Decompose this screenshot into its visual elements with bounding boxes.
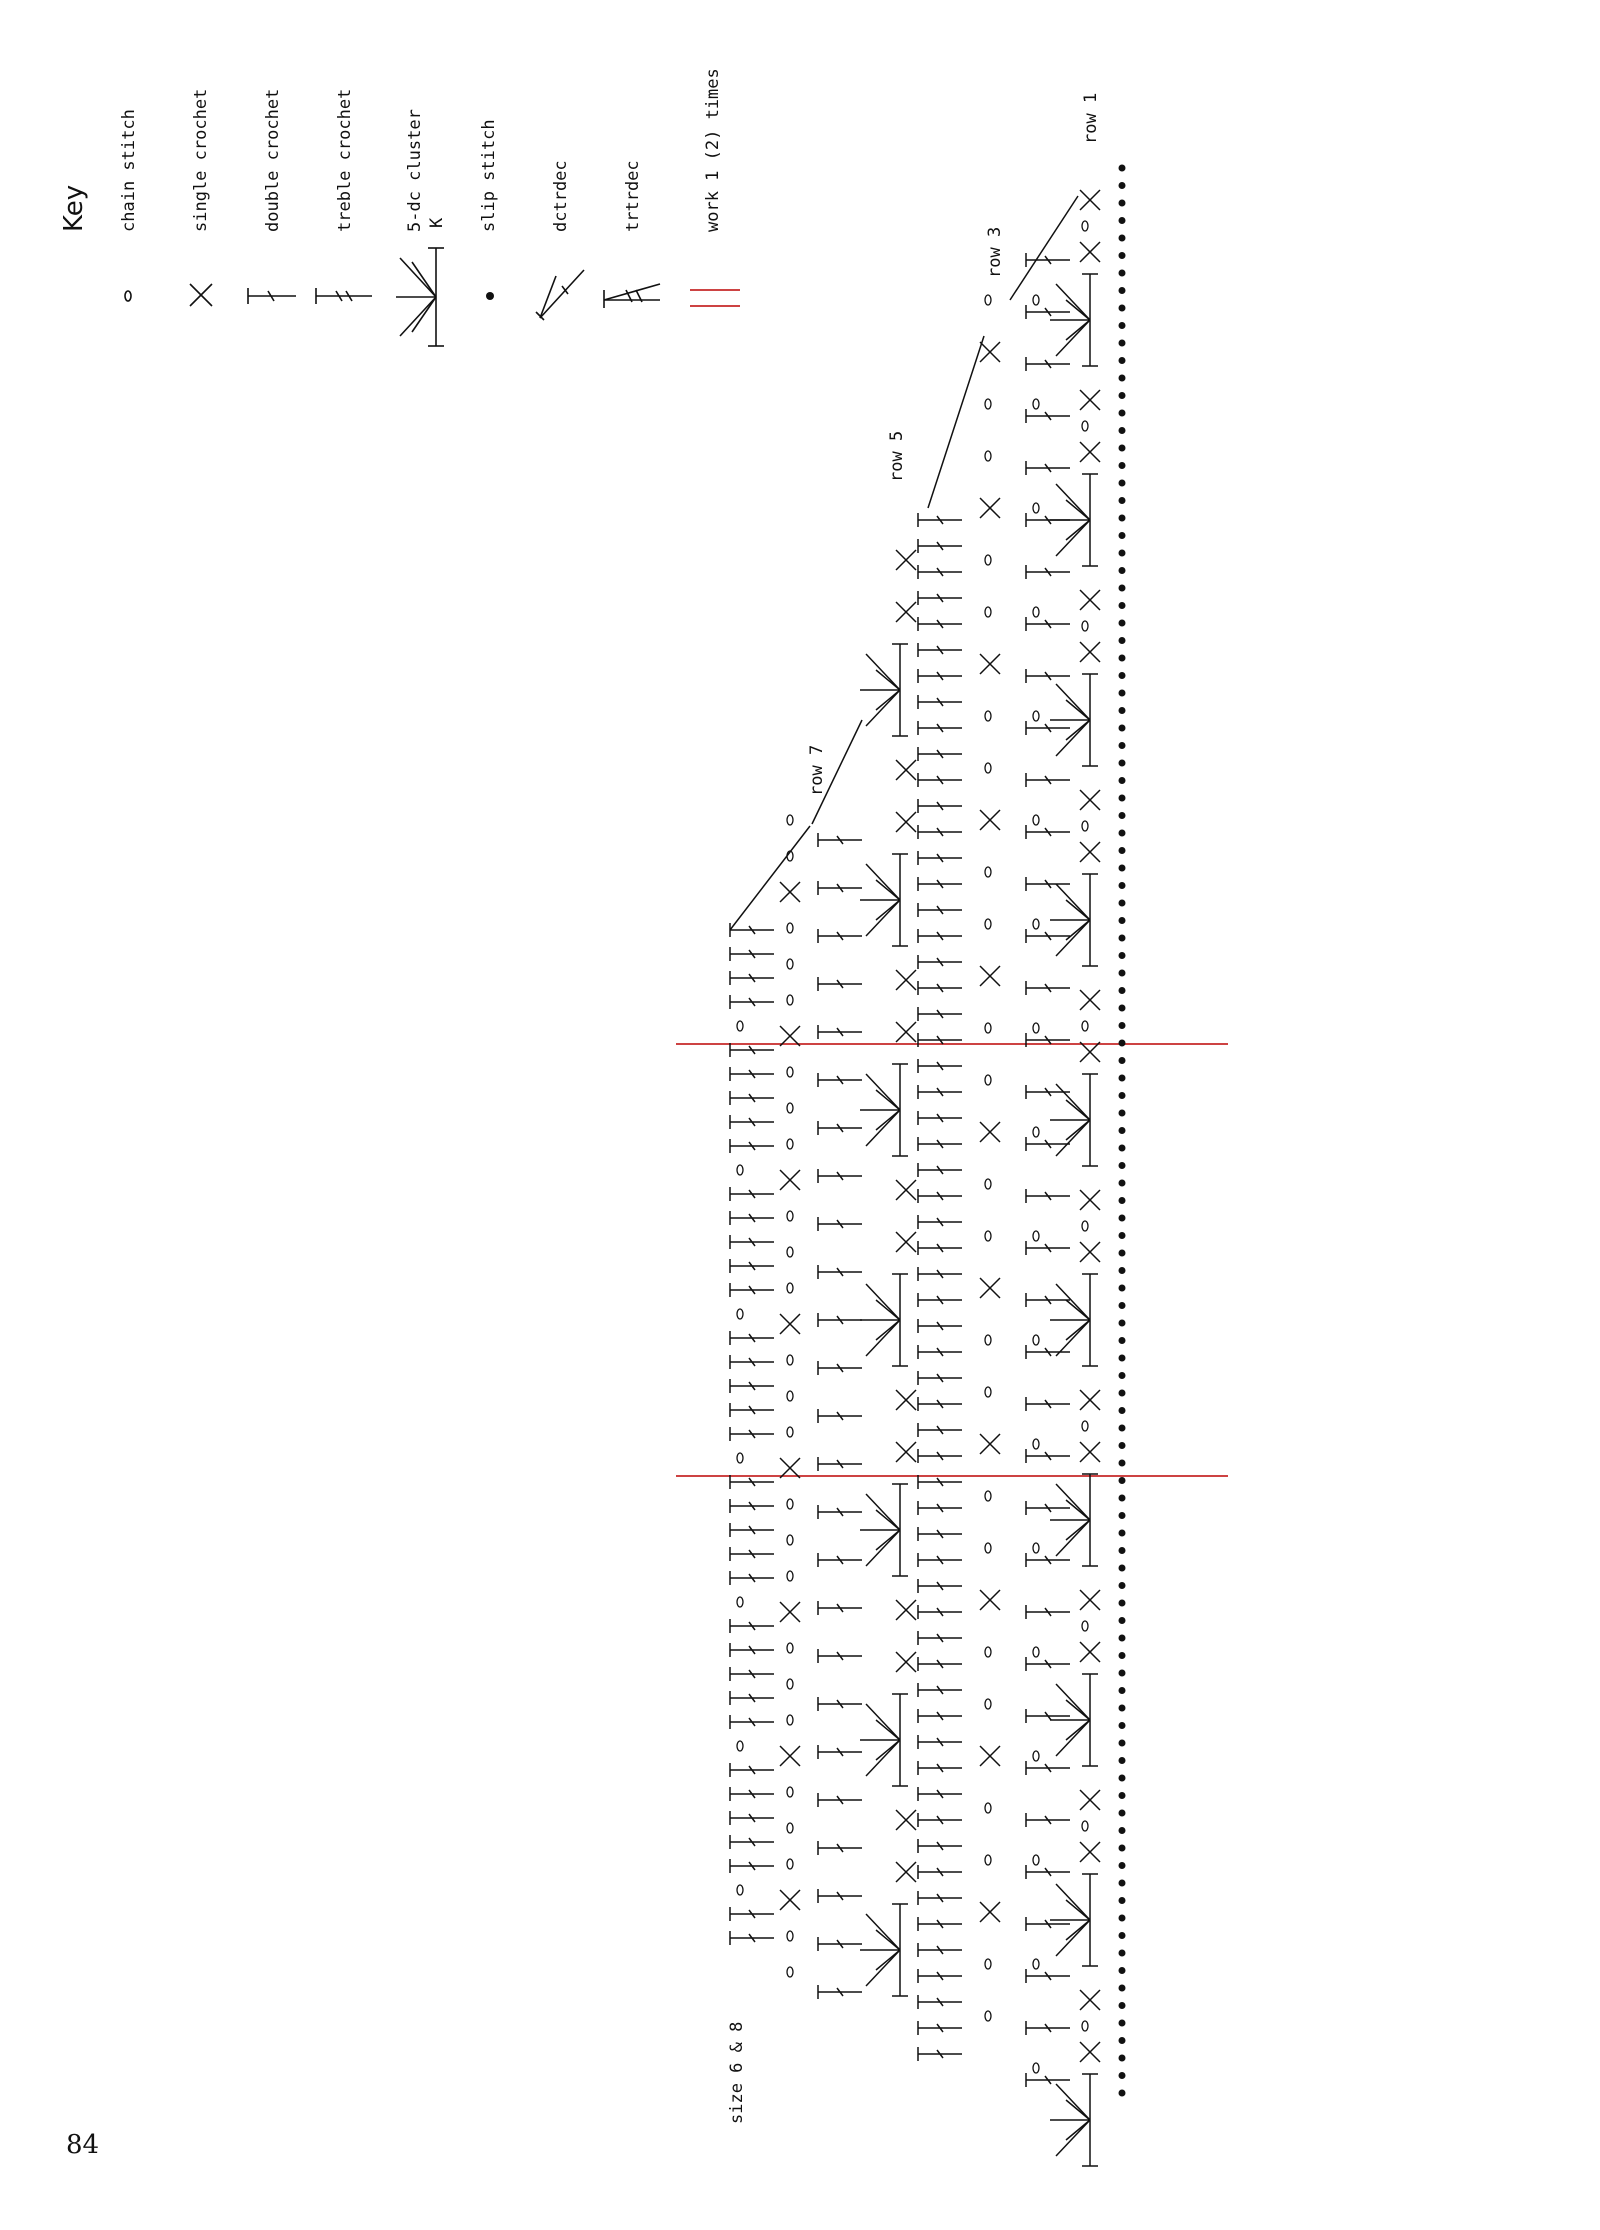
cluster-mark (1056, 1684, 1090, 1720)
cluster-mark (876, 880, 900, 900)
chain-stitch-mark (985, 763, 991, 773)
chain-stitch-mark (787, 959, 793, 969)
slip-stitch-mark (1119, 165, 1126, 172)
slip-stitch-mark (1119, 410, 1126, 417)
cluster-mark (1056, 1120, 1090, 1156)
cluster-mark (1056, 484, 1090, 520)
slip-stitch-mark (1119, 340, 1126, 347)
size-label: size 6 & 8 (727, 2021, 747, 2124)
chain-stitch-mark (1033, 1543, 1039, 1553)
chain-stitch-mark (1033, 1855, 1039, 1865)
chain-stitch-mark (787, 1391, 793, 1401)
slip-stitch-mark (1119, 725, 1126, 732)
cluster-mark (1056, 1084, 1090, 1120)
cluster-mark (1056, 920, 1090, 956)
slip-stitch-mark (1119, 970, 1126, 977)
double-crochet-icon (248, 288, 296, 304)
key-label-repeat: work 1 (2) times (703, 68, 723, 232)
key-label-trtrdec: trtrdec (623, 160, 643, 232)
cluster-mark (1056, 320, 1090, 356)
slip-stitch-mark (1119, 1985, 1126, 1992)
slip-stitch-mark (1119, 532, 1126, 539)
slip-stitch-mark (1119, 1617, 1126, 1624)
slip-stitch-mark (1119, 1075, 1126, 1082)
slip-stitch-mark (1119, 1372, 1126, 1379)
chain-stitch-mark (985, 451, 991, 461)
slip-stitch-mark (1119, 1757, 1126, 1764)
slip-stitch-mark (1119, 987, 1126, 994)
chain-stitch-mark (1033, 1127, 1039, 1137)
cluster-icon (396, 248, 444, 346)
slip-stitch-mark (1119, 375, 1126, 382)
cluster-mark (1066, 700, 1090, 720)
slip-stitch-mark (1119, 1862, 1126, 1869)
cluster-mark (1066, 2100, 1090, 2120)
slip-stitch-mark (1119, 287, 1126, 294)
slip-stitch-mark (1119, 1740, 1126, 1747)
slip-stitch-mark (1119, 550, 1126, 557)
chain-stitch-mark (985, 1959, 991, 1969)
slip-stitch-mark (1119, 1005, 1126, 1012)
slip-stitch-mark (1119, 515, 1126, 522)
chain-stitch-mark (1082, 1821, 1088, 1831)
key-label-tr: treble crochet (335, 88, 355, 232)
slip-stitch-mark (1119, 690, 1126, 697)
chain-stitch-mark (985, 1543, 991, 1553)
slip-stitch-mark (1119, 200, 1126, 207)
slip-stitch-mark (1119, 217, 1126, 224)
chain-stitch-mark (1082, 2021, 1088, 2031)
chain-stitch-mark (1082, 221, 1088, 231)
slip-stitch-mark (1119, 2072, 1126, 2079)
chain-stitch-mark (1082, 1621, 1088, 1631)
slip-stitch-mark (1119, 1932, 1126, 1939)
cluster-mark (1056, 1920, 1090, 1956)
chain-stitch-mark (787, 995, 793, 1005)
slip-stitch-mark (1119, 1215, 1126, 1222)
cluster-mark (866, 1530, 900, 1566)
chain-stitch-mark (787, 1499, 793, 1509)
chain-stitch-mark (1033, 1959, 1039, 1969)
chain-stitch-mark (985, 555, 991, 565)
chain-stitch-mark (1082, 821, 1088, 831)
chain-stitch-mark (787, 1679, 793, 1689)
slip-stitch-mark (1119, 760, 1126, 767)
cluster-mark (1066, 1100, 1090, 1120)
chain-stitch-mark (787, 1967, 793, 1977)
chain-stitch-mark (1082, 1221, 1088, 1231)
slip-stitch-mark (1119, 392, 1126, 399)
slip-stitch-mark (1119, 882, 1126, 889)
row-5-label: row 5 (887, 430, 907, 482)
cluster-mark (1056, 284, 1090, 320)
slip-stitch-mark (1119, 1600, 1126, 1607)
key-title: Key (59, 184, 89, 232)
key-label-dctrdec: dctrdec (551, 160, 571, 232)
slip-stitch-mark (1119, 305, 1126, 312)
cluster-mark (876, 1510, 900, 1530)
key-label-cluster: 5-dc cluster (405, 109, 425, 232)
chain-stitch-mark (985, 1491, 991, 1501)
cluster-mark (866, 1074, 900, 1110)
cluster-mark (1066, 300, 1090, 320)
chain-stitch-mark (985, 867, 991, 877)
slip-stitch-mark (1119, 2090, 1126, 2097)
chain-stitch-mark (787, 1931, 793, 1941)
slip-stitch-mark (1119, 1722, 1126, 1729)
slip-stitch-mark (1119, 567, 1126, 574)
cluster-mark (866, 654, 900, 690)
slip-stitch-mark (1119, 1022, 1126, 1029)
chain-stitch-mark (985, 1179, 991, 1189)
key-section (59, 68, 740, 346)
chain-stitch-mark (737, 1741, 743, 1751)
chain-stitch-mark (1082, 1021, 1088, 1031)
turning-chain-mark (730, 826, 810, 930)
cluster-mark (1056, 684, 1090, 720)
slip-stitch-mark (1119, 847, 1126, 854)
chain-stitch-mark (737, 1597, 743, 1607)
slip-stitch-mark (1119, 1880, 1126, 1887)
single-crochet-icon (190, 284, 212, 306)
slip-stitch-mark (1119, 2055, 1126, 2062)
cluster-mark (1056, 2084, 1090, 2120)
chain-stitch-mark (985, 919, 991, 929)
slip-stitch-mark (1119, 585, 1126, 592)
slip-stitch-mark (1119, 1810, 1126, 1817)
slip-stitch-mark (1119, 427, 1126, 434)
slip-stitch-mark (1119, 322, 1126, 329)
slip-stitch-mark (1119, 672, 1126, 679)
chain-stitch-mark (787, 1355, 793, 1365)
slip-stitch-mark (1119, 1092, 1126, 1099)
slip-stitch-mark (1119, 445, 1126, 452)
slip-stitch-mark (1119, 2020, 1126, 2027)
slip-stitch-mark (1119, 1477, 1126, 1484)
chain-stitch-mark (787, 1859, 793, 1869)
chain-stitch-mark (787, 1103, 793, 1113)
treble-crochet-icon (316, 288, 372, 304)
cluster-mark (1056, 1320, 1090, 1356)
slip-stitch-mark (1119, 235, 1126, 242)
slip-stitch-mark (1119, 1967, 1126, 1974)
cluster-mark (1066, 500, 1090, 520)
slip-stitch-mark (1119, 777, 1126, 784)
slip-stitch-mark (1119, 1827, 1126, 1834)
chain-stitch-mark (737, 1309, 743, 1319)
slip-stitch-mark (1119, 1267, 1126, 1274)
chain-stitch-mark (985, 1075, 991, 1085)
chain-stitch-mark (787, 1427, 793, 1437)
chain-stitch-mark (787, 1643, 793, 1653)
key-label-slip: slip stitch (479, 119, 499, 232)
chain-stitch-mark (985, 399, 991, 409)
slip-stitch-mark (1119, 2002, 1126, 2009)
chain-stitch-mark (1033, 2063, 1039, 2073)
slip-stitch-mark (1119, 1530, 1126, 1537)
chain-stitch-mark (787, 1247, 793, 1257)
turning-chain-mark (1010, 196, 1078, 300)
chain-stitch-mark (1033, 295, 1039, 305)
chain-stitch-mark (1033, 1751, 1039, 1761)
cluster-mark (876, 1300, 900, 1320)
cluster-mark (866, 1914, 900, 1950)
cluster-mark (876, 1930, 900, 1950)
cluster-mark (866, 1284, 900, 1320)
chain-stitch-mark (1033, 399, 1039, 409)
key-label-sc: single crochet (191, 88, 211, 232)
chain-stitch-mark (787, 1535, 793, 1545)
slip-stitch-mark (1119, 1442, 1126, 1449)
chain-stitch-mark (985, 2011, 991, 2021)
slip-stitch-mark (1119, 830, 1126, 837)
slip-stitch-mark (1119, 1057, 1126, 1064)
slip-stitch-mark (1119, 1127, 1126, 1134)
chain-stitch-mark (787, 1823, 793, 1833)
chain-stitch-mark (1033, 711, 1039, 721)
slip-stitch-mark (1119, 1950, 1126, 1957)
slip-stitch-mark (1119, 1845, 1126, 1852)
chain-stitch-mark (787, 1571, 793, 1581)
chain-stitch-mark (985, 1023, 991, 1033)
dctrdec-icon (536, 270, 584, 320)
row-1-label: row 1 (1081, 92, 1101, 144)
slip-stitch-mark (1119, 637, 1126, 644)
slip-stitch-mark (1119, 952, 1126, 959)
slip-stitch-mark (1119, 1582, 1126, 1589)
slip-stitch-mark (1119, 1162, 1126, 1169)
slip-stitch-mark (1119, 480, 1126, 487)
cluster-mark (1056, 1484, 1090, 1520)
cluster-mark (866, 900, 900, 936)
chain-stitch-mark (985, 1231, 991, 1241)
slip-stitch-mark (1119, 1407, 1126, 1414)
chain-stitch-mark (1033, 607, 1039, 617)
chain-stitch-mark (787, 923, 793, 933)
slip-stitch-mark (1119, 865, 1126, 872)
chain-stitch-mark (985, 1647, 991, 1657)
slip-stitch-mark (1119, 1337, 1126, 1344)
trtrdec-icon (604, 284, 660, 308)
slip-stitch-mark (1119, 1425, 1126, 1432)
slip-stitch-mark (1119, 1460, 1126, 1467)
chain-stitch-mark (1082, 1421, 1088, 1431)
chain-stitch-mark (787, 1715, 793, 1725)
cluster-mark (1056, 520, 1090, 556)
slip-stitch-mark (1119, 1145, 1126, 1152)
chain-stitch-mark (985, 1335, 991, 1345)
key-label-chain: chain stitch (119, 109, 139, 232)
cluster-mark (1066, 900, 1090, 920)
chain-stitch-mark (1033, 815, 1039, 825)
slip-stitch-mark (1119, 1285, 1126, 1292)
key-label-dc: double crochet (263, 88, 283, 232)
slip-stitch-mark (1119, 795, 1126, 802)
cluster-mark (1056, 1884, 1090, 1920)
chain-stitch-mark (1033, 1647, 1039, 1657)
cluster-mark (866, 690, 900, 726)
chain-stitch-mark (737, 1885, 743, 1895)
slip-stitch-mark (1119, 1915, 1126, 1922)
slip-stitch-mark (1119, 1635, 1126, 1642)
slip-stitch-mark (1119, 1775, 1126, 1782)
chain-stitch-mark (737, 1165, 743, 1175)
chain-stitch-mark (787, 1211, 793, 1221)
slip-stitch-mark (1119, 182, 1126, 189)
slip-stitch-mark (1119, 1565, 1126, 1572)
slip-stitch-mark (1119, 602, 1126, 609)
chain-stitch-mark (985, 1855, 991, 1865)
slip-stitch-mark (1119, 1512, 1126, 1519)
chain-stitch-mark (985, 607, 991, 617)
key-label-cluster-sub: K (427, 217, 447, 228)
cluster-mark (1056, 720, 1090, 756)
row-7-label: row 7 (807, 744, 827, 796)
cluster-mark (1056, 1284, 1090, 1320)
slip-stitch-mark (1119, 1670, 1126, 1677)
chain-stitch-mark (985, 1387, 991, 1397)
slip-stitch-mark (1119, 1495, 1126, 1502)
slip-stitch-mark (1119, 1250, 1126, 1257)
chain-stitch-mark (787, 1139, 793, 1149)
slip-stitch-mark (1119, 1197, 1126, 1204)
cluster-mark (1056, 1720, 1090, 1756)
slip-stitch-mark (1119, 1040, 1126, 1047)
cluster-mark (866, 1110, 900, 1146)
turning-chain-mark (928, 336, 984, 508)
slip-stitch-mark (1119, 252, 1126, 259)
cluster-mark (876, 1090, 900, 1110)
slip-stitch-mark (1119, 655, 1126, 662)
cluster-mark (1056, 2120, 1090, 2156)
cluster-mark (1066, 1900, 1090, 1920)
chain-stitch-mark (787, 1787, 793, 1797)
stitch-chart (730, 165, 1126, 2167)
chain-stitch-mark (1082, 621, 1088, 631)
slip-stitch-mark (1119, 497, 1126, 504)
slip-stitch-mark (1119, 357, 1126, 364)
cluster-mark (1066, 1300, 1090, 1320)
slip-stitch-mark (1119, 1792, 1126, 1799)
cluster-mark (866, 864, 900, 900)
cluster-mark (866, 1704, 900, 1740)
slip-stitch-mark (1119, 1390, 1126, 1397)
chain-stitch-mark (787, 1283, 793, 1293)
chain-stitch-mark (737, 1021, 743, 1031)
slip-stitch-mark (1119, 620, 1126, 627)
slip-stitch-mark (1119, 2037, 1126, 2044)
slip-stitch-mark (1119, 900, 1126, 907)
slip-stitch-mark (1119, 270, 1126, 277)
slip-stitch-mark (1119, 917, 1126, 924)
slip-stitch-mark (1119, 1110, 1126, 1117)
slip-stitch-mark (1119, 812, 1126, 819)
chain-stitch-mark (1033, 503, 1039, 513)
chain-stitch-icon (125, 291, 131, 301)
chain-stitch-mark (1033, 919, 1039, 929)
slip-stitch-icon (486, 292, 494, 300)
slip-stitch-mark (1119, 1355, 1126, 1362)
cluster-mark (1066, 1500, 1090, 1520)
cluster-mark (876, 670, 900, 690)
chain-stitch-mark (787, 815, 793, 825)
cluster-mark (866, 1320, 900, 1356)
cluster-mark (866, 1740, 900, 1776)
cluster-mark (866, 1950, 900, 1986)
chain-stitch-mark (737, 1453, 743, 1463)
slip-stitch-mark (1119, 1320, 1126, 1327)
chain-stitch-mark (1033, 1231, 1039, 1241)
slip-stitch-mark (1119, 1302, 1126, 1309)
row-3-label: row 3 (985, 226, 1005, 278)
slip-stitch-mark (1119, 1687, 1126, 1694)
slip-stitch-mark (1119, 1232, 1126, 1239)
chain-stitch-mark (985, 1803, 991, 1813)
cluster-mark (1056, 1520, 1090, 1556)
cluster-mark (1056, 884, 1090, 920)
chain-stitch-mark (985, 711, 991, 721)
chain-stitch-mark (985, 1699, 991, 1709)
slip-stitch-mark (1119, 1547, 1126, 1554)
page-number: 84 (66, 2130, 100, 2160)
repeat-lines-icon (690, 290, 740, 306)
chain-stitch-mark (1082, 421, 1088, 431)
chain-stitch-mark (985, 295, 991, 305)
chain-stitch-mark (787, 1067, 793, 1077)
chain-stitch-mark (1033, 1023, 1039, 1033)
cluster-mark (1066, 1700, 1090, 1720)
slip-stitch-mark (1119, 1180, 1126, 1187)
cluster-mark (876, 1720, 900, 1740)
slip-stitch-mark (1119, 1897, 1126, 1904)
cluster-mark (866, 1494, 900, 1530)
chain-stitch-mark (1033, 1335, 1039, 1345)
slip-stitch-mark (1119, 1705, 1126, 1712)
slip-stitch-mark (1119, 935, 1126, 942)
slip-stitch-mark (1119, 462, 1126, 469)
slip-stitch-mark (1119, 1652, 1126, 1659)
slip-stitch-mark (1119, 707, 1126, 714)
chain-stitch-mark (1033, 1439, 1039, 1449)
slip-stitch-mark (1119, 742, 1126, 749)
